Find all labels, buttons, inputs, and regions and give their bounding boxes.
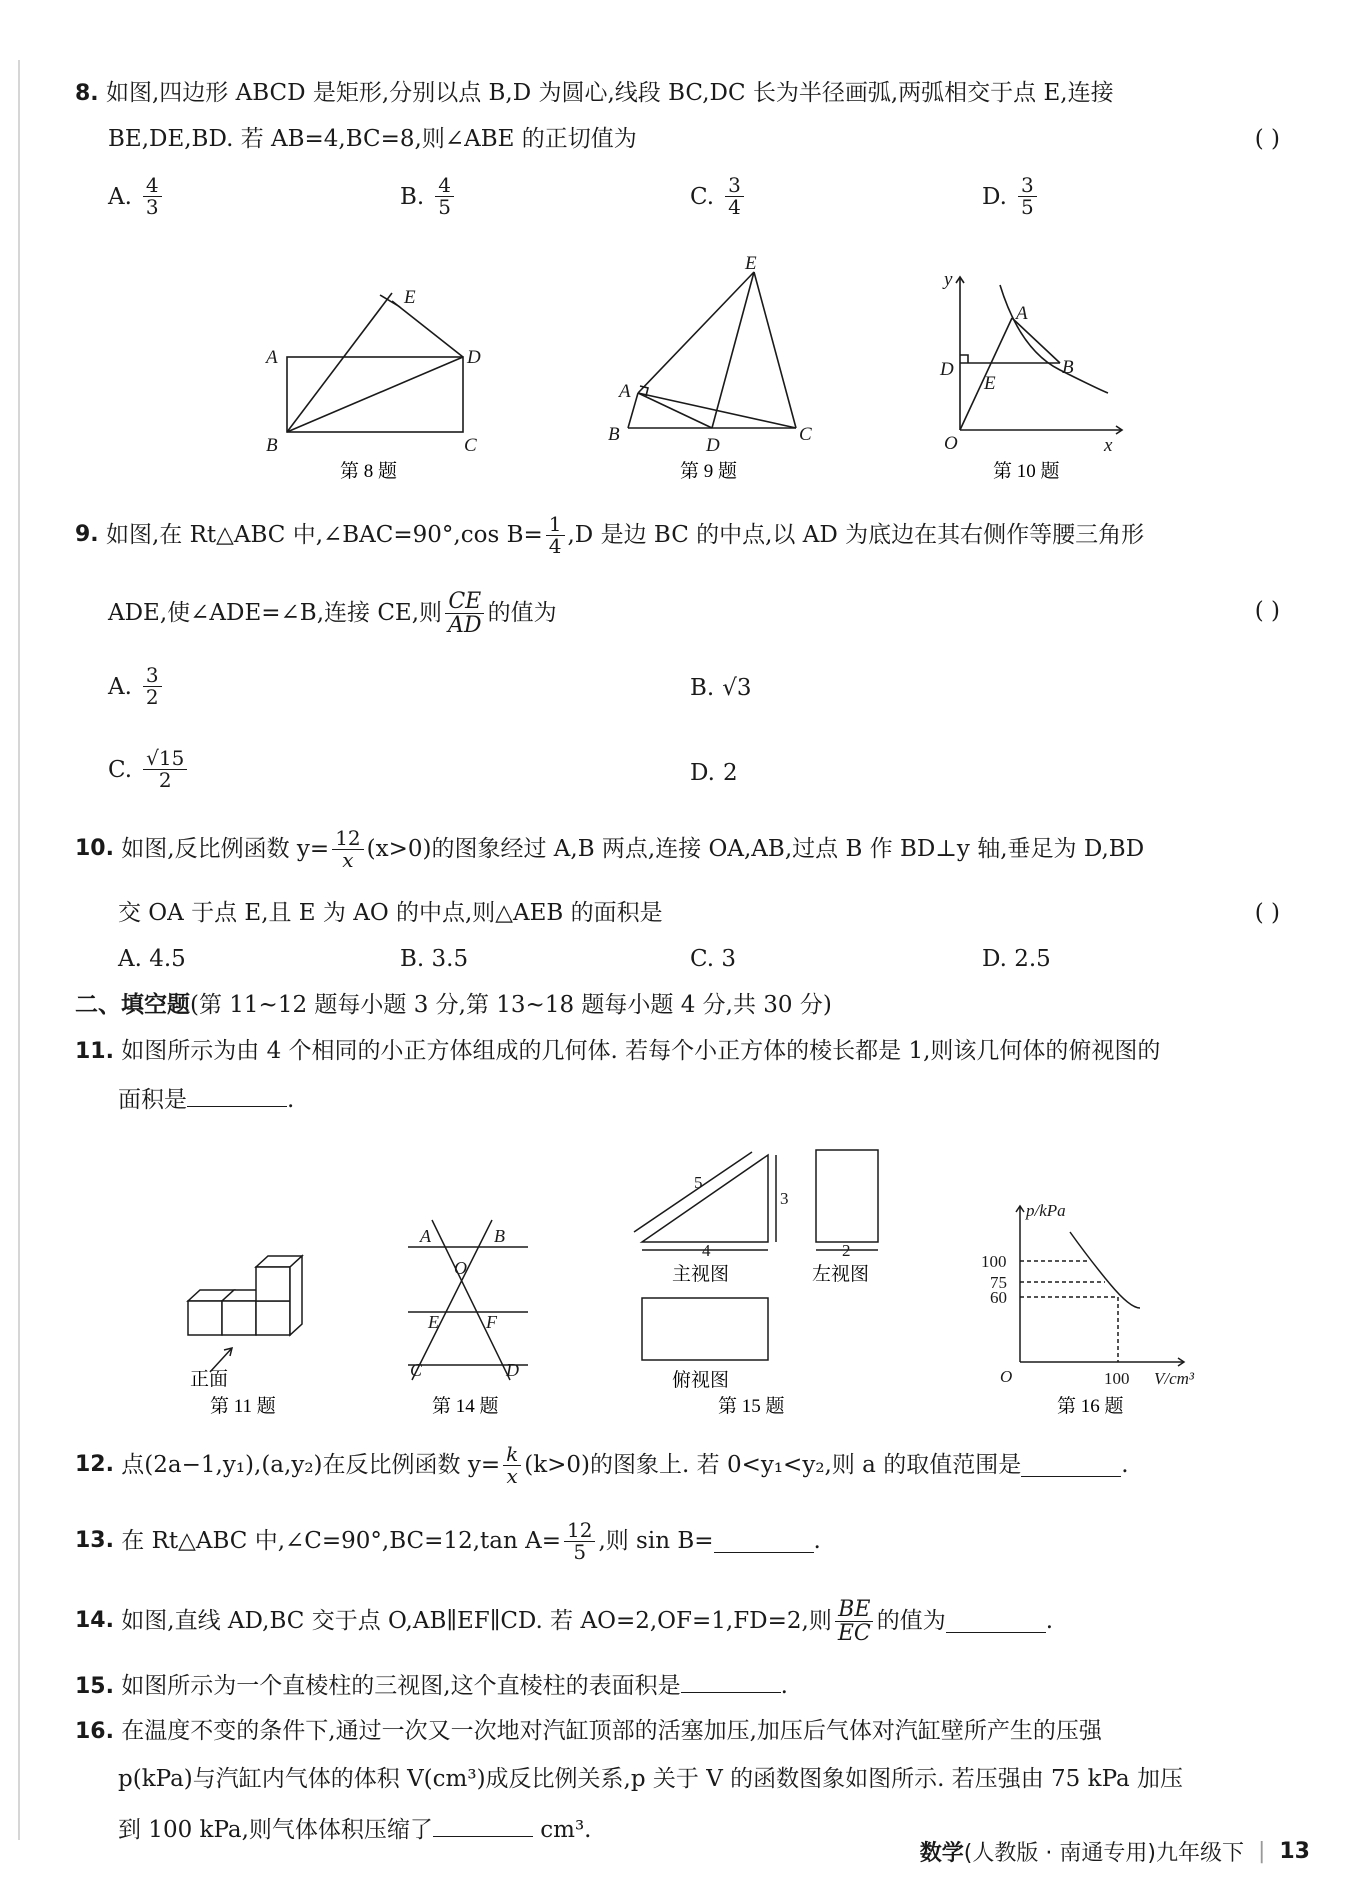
fig10-label-y: y — [944, 269, 953, 290]
section-2-heading: 二、填空题(第 11~12 题每小题 3 分,第 13~18 题每小题 4 分,共 30 分) — [75, 992, 832, 1018]
top-figures — [0, 245, 1350, 490]
q9-option-c: C. $\frac{√15}{2}$ — [108, 748, 190, 791]
fig16-y60: 60 — [990, 1288, 1007, 1307]
fig16-x100: 100 — [1104, 1369, 1130, 1388]
fig15-dim-2: 2 — [842, 1241, 851, 1260]
q15-answer-blank[interactable] — [681, 1670, 781, 1693]
fig8-label-c: C — [464, 435, 477, 456]
fig9-label-d: D — [706, 435, 720, 456]
q15-number: 15. — [75, 1674, 114, 1699]
q12-number: 12. — [75, 1452, 114, 1478]
fraction: $\frac{4}{3}$ — [143, 175, 162, 218]
fig10-label-a: A — [1016, 303, 1028, 324]
q14-number: 14. — [75, 1608, 114, 1634]
fig9-caption: 第 9 题 — [680, 461, 738, 482]
q16-number: 16. — [75, 1719, 114, 1744]
q8-option-d: D. $\frac{3}{5}$ — [982, 175, 1040, 218]
q11-line1: 11. 如图所示为由 4 个相同的小正方体组成的几何体. 若每个小正方体的棱长都是 1,则该几何体的俯视图的 — [75, 1038, 1161, 1064]
fig15-caption: 第 15 题 — [718, 1396, 785, 1417]
figure-9 — [628, 272, 796, 428]
q8-line1 — [75, 80, 1114, 108]
fig14-label-a: A — [420, 1226, 431, 1246]
fraction: $\frac{4}{5}$ — [435, 175, 454, 218]
fig9-label-a: A — [619, 381, 631, 402]
fig16-origin: O — [1000, 1367, 1013, 1386]
q15-line: 15. 如图所示为一个直棱柱的三视图,这个直棱柱的表面积是 . — [75, 1670, 788, 1701]
q11-line2: 面积是 . — [118, 1084, 294, 1115]
q10-option-c: C. 3 — [690, 946, 737, 972]
figure-11 — [188, 1256, 302, 1335]
fig15-left-view: 左视图 — [812, 1264, 870, 1285]
q8-text-1: 如图,四边形 ABCD 是矩形,分别以点 B,D 为圆心,线段 BC,DC 长为半径画弧,两弧相交于点 E,连接 — [105, 80, 1114, 106]
fig16-ylabel: p/kPa — [1026, 1201, 1066, 1220]
q8-option-b: B. $\frac{4}{5}$ — [400, 175, 457, 218]
fraction: $\frac{3}{4}$ — [725, 175, 744, 218]
fig9-label-e: E — [745, 253, 757, 274]
fig8-caption: 第 8 题 — [340, 461, 398, 482]
fig15-main-view: 主视图 — [672, 1264, 730, 1285]
q8-option-a: A. $\frac{4}{3}$ — [108, 175, 165, 218]
fig10-caption: 第 10 题 — [993, 461, 1060, 482]
fig15-dim-4: 4 — [702, 1241, 711, 1260]
footer-divider: | — [1257, 1839, 1266, 1864]
fig8-label-e: E — [404, 287, 416, 308]
fraction: $\frac{3}{2}$ — [143, 665, 162, 708]
be-ec-fraction: $\frac{BE}{EC}$ — [835, 1598, 874, 1645]
q10-option-d: D. 2.5 — [982, 946, 1051, 972]
fig11-caption: 第 11 题 — [210, 1396, 276, 1417]
figure-10 — [956, 277, 1122, 434]
q10-answer-paren: ( ) — [1254, 900, 1280, 926]
q8-line2: BE,DE,BD. 若 AB=4,BC=8,则∠ABE 的正切值为 — [108, 126, 637, 152]
fig15-dim-3: 3 — [780, 1189, 789, 1208]
q12-line: 12. 点(2a−1,y₁),(a,y₂)在反比例函数 y= $\frac{k}{x}$ (k>0)的图象上. 若 0<y₁<y₂,则 a 的取值范围是 . — [75, 1442, 1129, 1488]
q8-answer-paren: ( ) — [1254, 126, 1280, 152]
ce-ad-fraction: $\frac{CE}{AD}$ — [445, 590, 485, 637]
q8-number: 8. — [75, 81, 99, 106]
q10-line1: 10. 如图,反比例函数 y= $\frac{12}{x}$ (x>0)的图象经过 A,B 两点,连接 OA,AB,过点 B 作 BD⊥y 轴,垂足为 D,BD — [75, 826, 1145, 872]
fig8-label-a: A — [266, 347, 278, 368]
middle-figures — [0, 1140, 1350, 1425]
q13-line: 13. 在 Rt△ABC 中,∠C=90°,BC=12,tan A= $\frac{12}{5}$ ,则 sin B= . — [75, 1518, 821, 1564]
fig16-caption: 第 16 题 — [1057, 1396, 1124, 1417]
fig14-caption: 第 14 题 — [432, 1396, 499, 1417]
fig10-label-b: B — [1062, 357, 1074, 378]
page-number: 13 — [1279, 1839, 1310, 1864]
fig10-label-e: E — [984, 373, 996, 394]
q10-option-b: B. 3.5 — [400, 946, 469, 972]
fig14-label-b: B — [494, 1226, 505, 1246]
fig16-y75: 75 — [990, 1273, 1007, 1292]
cos-fraction: $\frac{1}{4}$ — [546, 514, 565, 557]
q8-option-c: C. $\frac{3}{4}$ — [690, 175, 747, 218]
figure-16 — [1016, 1206, 1184, 1366]
fig15-dim-5: 5 — [694, 1173, 703, 1192]
fig14-label-e: E — [428, 1312, 439, 1332]
q9-number: 9. — [75, 522, 99, 548]
q16-answer-blank[interactable] — [433, 1814, 533, 1837]
fraction: $\frac{12}{5}$ — [564, 1520, 595, 1563]
q9-option-b: B. √3 — [690, 675, 752, 701]
q9-answer-paren: ( ) — [1254, 598, 1280, 624]
q9-line2: ADE,使∠ADE=∠B,连接 CE,则 $\frac{CE}{AD}$ 的值为 — [108, 589, 557, 639]
figure-8 — [287, 293, 463, 432]
q16-line3: 到 100 kPa,则气体体积压缩了 cm³. — [118, 1814, 591, 1845]
fig14-label-f: F — [486, 1312, 497, 1332]
q14-answer-blank[interactable] — [946, 1610, 1046, 1633]
q16-line1: 16. 在温度不变的条件下,通过一次又一次地对汽缸顶部的活塞加压,加压后气体对汽缸壁所产生的压强 — [75, 1718, 1102, 1744]
fig9-label-c: C — [799, 424, 812, 445]
fig8-label-b: B — [266, 435, 278, 456]
fig9-label-b: B — [608, 424, 620, 445]
fraction: $\frac{12}{x}$ — [332, 828, 363, 871]
fig16-y100: 100 — [981, 1252, 1007, 1271]
fig10-label-x: x — [1104, 435, 1113, 456]
fig11-front-label: 正面 — [190, 1369, 229, 1390]
fig14-label-o: O — [454, 1258, 467, 1278]
q11-number: 11. — [75, 1039, 114, 1064]
fraction: $\frac{3}{5}$ — [1018, 175, 1037, 218]
q11-answer-blank[interactable] — [187, 1084, 287, 1107]
fig15-top-view: 俯视图 — [672, 1370, 730, 1391]
fig10-label-o: O — [944, 433, 958, 454]
q10-number: 10. — [75, 836, 114, 862]
q14-line: 14. 如图,直线 AD,BC 交于点 O,AB∥EF∥CD. 若 AO=2,OF=1,FD=2,则 $\frac{BE}{EC}$ 的值为 . — [75, 1597, 1054, 1647]
fraction: $\frac{√15}{2}$ — [143, 748, 187, 791]
q9-line1: 9. 如图,在 Rt△ABC 中,∠BAC=90°,cos B= $\frac{1}{4}$ ,D 是边 BC 的中点,以 AD 为底边在其右侧作等腰三角形 — [75, 512, 1145, 558]
page-footer — [920, 1836, 1310, 1867]
fraction: $\frac{k}{x}$ — [503, 1444, 521, 1487]
q12-answer-blank[interactable] — [1021, 1454, 1121, 1477]
q10-option-a: A. 4.5 — [118, 946, 186, 972]
fig8-label-d: D — [467, 347, 481, 368]
fig14-label-c: C — [410, 1360, 423, 1380]
q13-number: 13. — [75, 1528, 114, 1554]
q16-line2: p(kPa)与汽缸内气体的体积 V(cm³)成反比例关系,p 关于 V 的函数图象如图所示. 若压强由 75 kPa 加压 — [118, 1766, 1184, 1792]
fig14-label-d: D — [506, 1360, 519, 1380]
fig10-label-d: D — [940, 359, 954, 380]
q9-option-a: A. $\frac{3}{2}$ — [108, 665, 165, 708]
q13-answer-blank[interactable] — [714, 1530, 814, 1553]
q10-line2: 交 OA 于点 E,且 E 为 AO 的中点,则△AEB 的面积是 — [118, 900, 663, 926]
footer-book-title: 数学(人教版 · 南通专用)九年级下 — [919, 1841, 1244, 1866]
q9-option-d: D. 2 — [690, 760, 738, 786]
fig16-xlabel: V/cm³ — [1154, 1369, 1195, 1388]
